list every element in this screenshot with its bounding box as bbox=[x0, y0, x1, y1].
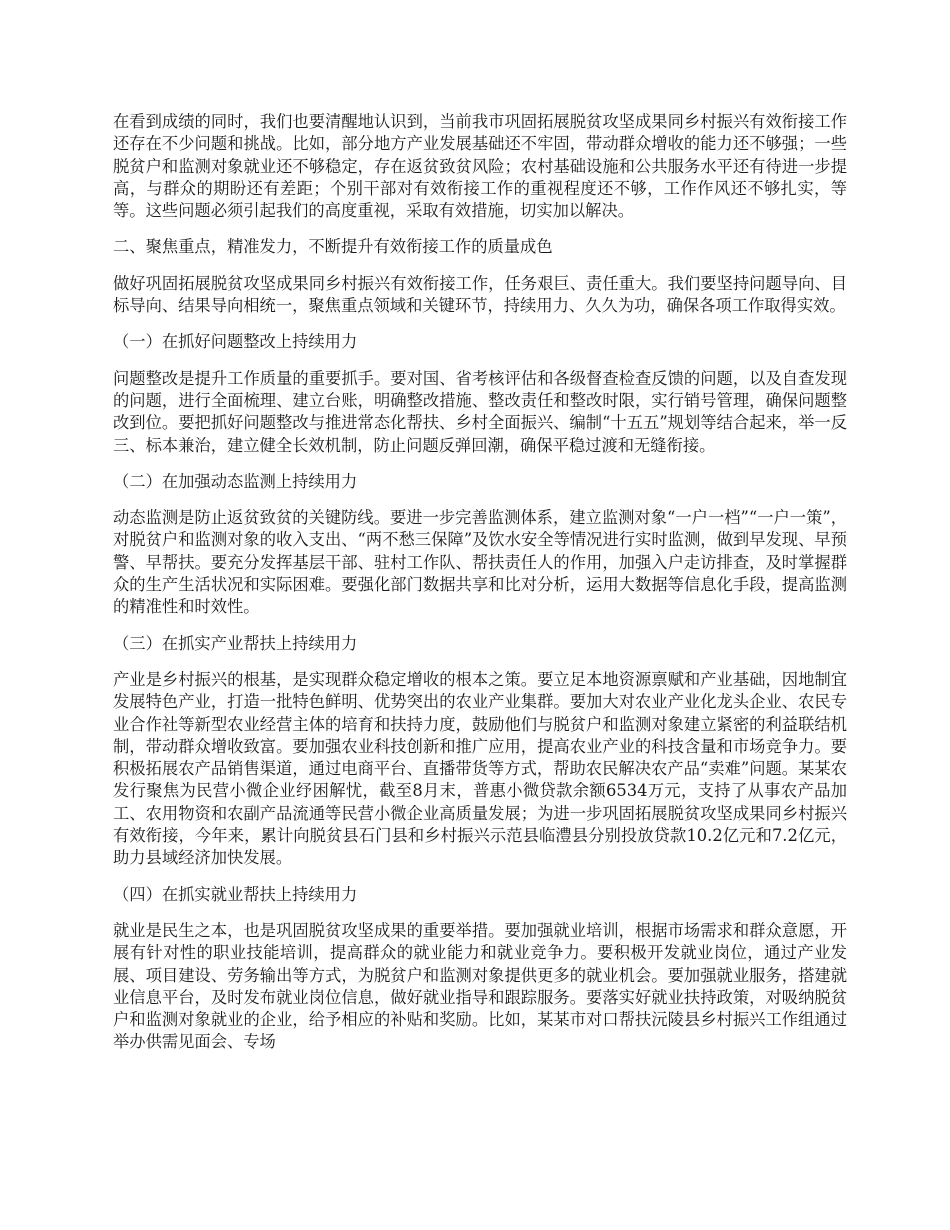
paragraph: 动态监测是防止返贫致贫的关键防线。要进一步完善监测体系，建立监测对象“一户一档”“一户一策”，对脱贫户和监测对象的收入支出、“两不愁三保障”及饮水安全等情况进行实时监测，做到早发现、早预警、早帮扶。要充分发挥基层干部、驻村工作队、帮扶责任人的作用，加强入户走访排查，及时掌握群众的生产生活状况和实际困难。要强化部门数据共享和比对分析，运用大数据等信息化手段，提高监测的精准性和时效性。 bbox=[113, 508, 847, 617]
paragraph: 问题整改是提升工作质量的重要抓手。要对国、省考核评估和各级督查检查反馈的问题，以及自查发现的问题，进行全面梳理、建立台账，明确整改措施、整改责任和整改时限，实行销号管理，确保问题整改到位。要把抓好问题整改与推进常态化帮扶、乡村全面振兴、编制“十五五”规划等结合起来，举一反三、标本兼治，建立健全长效机制，防止问题反弹回潮，确保平稳过渡和无缝衔接。 bbox=[113, 368, 847, 455]
paragraph: 做好巩固拓展脱贫攻坚成果同乡村振兴有效衔接工作，任务艰巨、责任重大。我们要坚持问题导向、目标导向、结果导向相统一，聚焦重点领域和关键环节，持续用力、久久为功，确保各项工作取得实效。 bbox=[113, 273, 847, 316]
subsection-heading: （四）在抓实就业帮扶上持续用力 bbox=[113, 884, 358, 904]
subsection-heading: （三）在抓实产业帮扶上持续用力 bbox=[113, 633, 358, 653]
paragraph: 在看到成绩的同时，我们也要清醒地认识到，当前我市巩固拓展脱贫攻坚成果同乡村振兴有效衔接工作还存在不少问题和挑战。比如，部分地方产业发展基础还不牢固，带动群众增收的能力还不够强；一些脱贫户和监测对象就业还不够稳定，存在返贫致贫风险；农村基础设施和公共服务水平还有待进一步提高，与群众的期盼还有差距；个别干部对有效衔接工作的重视程度还不够，工作作风还不够扎实，等等。这些问题必须引起我们的高度重视，采取有效措施，切实加以解决。 bbox=[113, 112, 847, 221]
subsection-heading: （一）在抓好问题整改上持续用力 bbox=[113, 332, 358, 352]
paragraph: 产业是乡村振兴的根基，是实现群众稳定增收的根本之策。要立足本地资源禀赋和产业基础，因地制宜发展特色产业，打造一批特色鲜明、优势突出的农业产业集群。要加大对农业产业化龙头企业、农民专业合作社等新型农业经营主体的培育和扶持力度，鼓励他们与脱贫户和监测对象建立紧密的利益联结机制，带动群众增收致富。要加强农业科技创新和推广应用，提高农业产业的科技含量和市场竞争力。要积极拓展农产品销售渠道，通过电商平台、直播带货等方式，帮助农民解决农产品“卖难”问题。某某农发行聚焦为民营小微企业纾困解忧，截至8月末，普惠小微贷款余额6534万元，支持了从事农产品加工、农用物资和农副产品流通等民营小微企业高质量发展；为进一步巩固拓展脱贫攻坚成果同乡村振兴有效衔接，今年来，累计向脱贫县石门县和乡村振兴示范县临澧县分别投放贷款10.2亿元和7.2亿元，助力县域经济加快发展。 bbox=[113, 669, 847, 868]
subsection-heading: （二）在加强动态监测上持续用力 bbox=[113, 471, 358, 491]
paragraph: 就业是民生之本，也是巩固脱贫攻坚成果的重要举措。要加强就业培训，根据市场需求和群众意愿，开展有针对性的职业技能培训，提高群众的就业能力和就业竞争力。要积极开发就业岗位，通过产业发展、项目建设、劳务输出等方式，为脱贫户和监测对象提供更多的就业机会。要加强就业服务，搭建就业信息平台，及时发布就业岗位信息，做好就业指导和跟踪服务。要落实好就业扶持政策，对吸纳脱贫户和监测对象就业的企业，给予相应的补贴和奖励。比如，某某市对口帮扶沅陵县乡村振兴工作组通过举办供需见面会、专场 bbox=[113, 920, 847, 1052]
section-heading: 二、聚焦重点，精准发力，不断提升有效衔接工作的质量成色 bbox=[113, 237, 553, 257]
document-body bbox=[113, 111, 847, 1068]
